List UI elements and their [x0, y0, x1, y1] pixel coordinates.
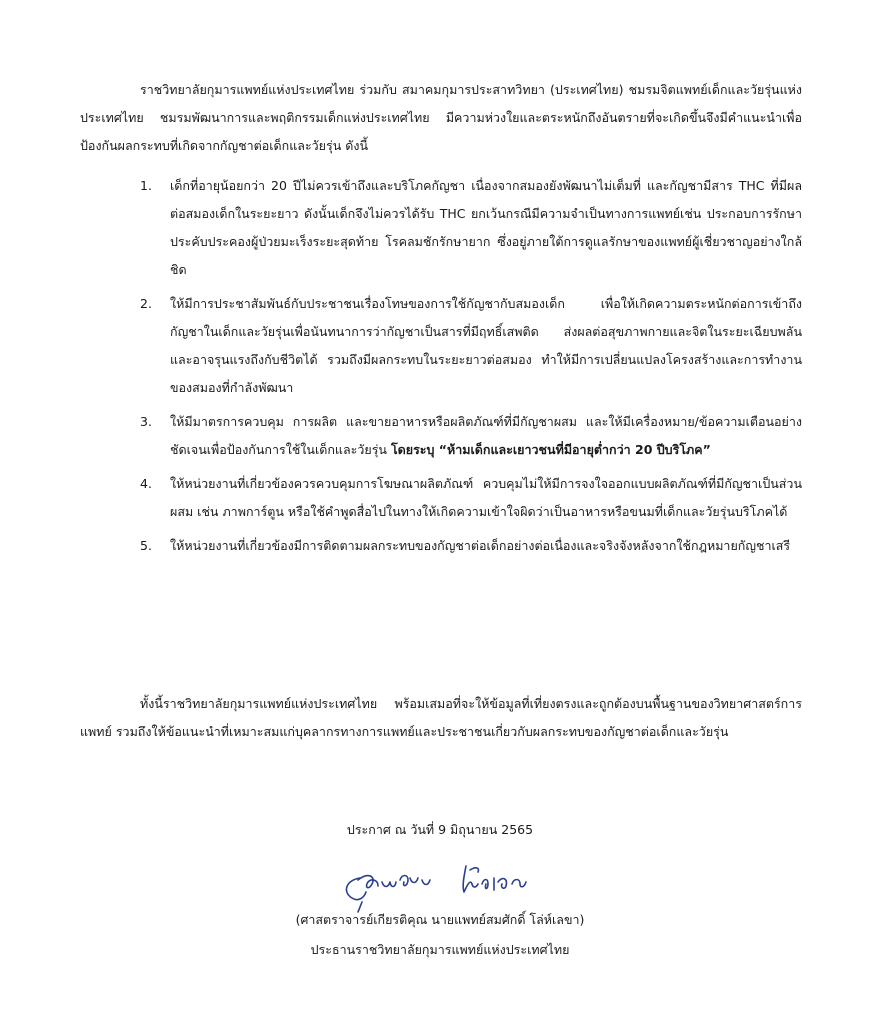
list-item-text: เด็กที่อายุน้อยกว่า 20 ปีไม่ควรเข้าถึงและบริโภคกัญชา เนื่องจากสมองยังพัฒนาไม่เต็มที่ และกัญชามีสาร THC ที่มีผลต่อสมองเด็กในระยะยาว ดังนั้นเด็กจึงไม่ควรได้รับ THC ยกเว้นกรณีมีความจำเป็นทางการแพทย์เช่น ประกอบการรักษาประคับประคองผู้ป่วยมะเร็งระยะสุดท้าย โรคลมชักรักษายาก ซึ่งอยู่ภายใต้การดูแลรักษาของแพทย์ผู้เชี่ยวชาญอย่างใกล้ชิด	[170, 178, 802, 277]
list-item-text: ให้หน่วยงานที่เกี่ยวข้องควรควบคุมการโฆษณาผลิตภัณฑ์ ควบคุมไม่ให้มีการจงใจออกแบบผลิตภัณฑ์ที่มีกัญชาเป็นส่วนผสม เช่น ภาพการ์ตูน หรือใช้คำพูดสื่อไปในทางให้เกิดความเข้าใจผิดว่าเป็นอาหารหรือขนมที่เด็กและวัยรุ่นบริโภคได้	[170, 476, 802, 519]
list-item-number: 3.	[140, 414, 152, 429]
intro-paragraph: ราชวิทยาลัยกุมารแพทย์แห่งประเทศไทย ร่วมกับ สมาคมกุมารประสาทวิทยา (ประเทศไทย) ชมรมจิตแพทย์เด็กและวัยรุ่นแห่งประเทศไทย ชมรมพัฒนาการและพฤติกรรมเด็กแห่งประเทศไทย มีความห่วงใยและตระหนักถึงอันตรายที่จะเกิดขึ้นจึงมีคำแนะนำเพื่อป้องกันผลกระทบที่เกิดจากกัญชาต่อเด็กและวัยรุ่น ดังนี้	[80, 82, 802, 153]
list-item-number: 5.	[140, 538, 152, 553]
list-item-number: 4.	[140, 476, 152, 491]
signer-name: (ศาสตราจารย์เกียรติคุณ นายแพทย์สมศักดิ์ โล่ห์เลขา)	[295, 912, 585, 927]
signer-title: ประธานราชวิทยาลัยกุมารแพทย์แห่งประเทศไทย	[310, 942, 570, 957]
list-item-text: ให้มีมาตรการควบคุม การผลิต และขายอาหารหรือผลิตภัณฑ์ที่มีกัญชาผสม และให้มีเครื่องหมาย/ข้อความเตือนอย่างชัดเจนเพื่อป้องกันการใช้ในเด็กและวัยรุ่น	[170, 414, 802, 457]
list-item-body	[170, 414, 802, 457]
warning-label-text: โดยระบุ “ห้ามเด็กและเยาวชนที่มีอายุต่ำกว่า 20 ปีบริโภค”	[390, 442, 711, 457]
list-item	[140, 290, 802, 402]
recommendation-list	[140, 172, 802, 566]
list-item	[140, 172, 802, 284]
list-item	[140, 470, 802, 526]
list-item	[140, 532, 802, 560]
list-item	[140, 408, 802, 464]
closing-paragraph: ทั้งนี้ราชวิทยาลัยกุมารแพทย์แห่งประเทศไทย พร้อมเสมอที่จะให้ข้อมูลที่เที่ยงตรงและถูกต้องบนพื้นฐานของวิทยาศาสตร์การแพทย์ รวมถึงให้ข้อแนะนำที่เหมาะสมแก่บุคลากรทางการแพทย์และประชาชนเกี่ยวกับผลกระทบของกัญชาต่อเด็กและวัยรุ่น	[80, 696, 802, 739]
announcement-date: ประกาศ ณ วันที่ 9 มิถุนายน 2565	[346, 822, 534, 837]
list-item-number: 1.	[140, 178, 152, 193]
list-item-text: ให้หน่วยงานที่เกี่ยวข้องมีการติดตามผลกระทบของกัญชาต่อเด็กอย่างต่อเนื่องและจริงจังหลังจากใช้กฎหมายกัญชาเสรี	[170, 538, 791, 553]
list-item-text: ให้มีการประชาสัมพันธ์กับประชาชนเรื่องโทษของการใช้กัญชากับสมองเด็ก เพื่อให้เกิดความตระหนักต่อการเข้าถึงกัญชาในเด็กและวัยรุ่นเพื่อนันทนาการว่ากัญชาเป็นสารที่มีฤทธิ์เสพติด ส่งผลต่อสุขภาพกายและจิตในระยะเฉียบพลัน และอาจรุนแรงถึงกับชีวิตได้ รวมถึงมีผลกระทบในระยะยาวต่อสมอง ทำให้มีการเปลี่ยนแปลงโครงสร้างและการทำงานของสมองที่กำลังพัฒนา	[170, 296, 802, 395]
list-item-number: 2.	[140, 296, 152, 311]
